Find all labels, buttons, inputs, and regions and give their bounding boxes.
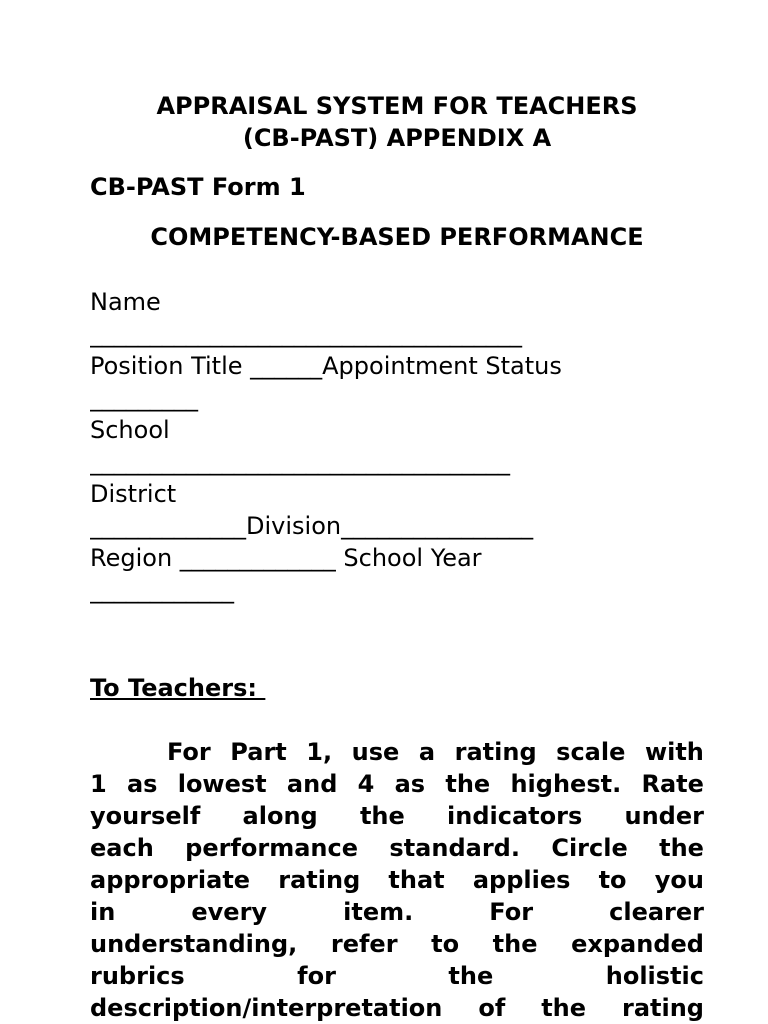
instructions-word: yourself (90, 802, 201, 830)
instructions-word: the (541, 994, 587, 1022)
school-blank: ___________________________________ (90, 448, 510, 476)
instructions-word: rating (621, 994, 704, 1022)
instructions-word: as (126, 770, 158, 798)
instructions-word: performance (185, 834, 359, 862)
instructions-word: 4 (357, 770, 375, 798)
instructions-word: rating (278, 866, 361, 894)
school-year-blank: ____________ (90, 576, 234, 604)
instructions-word: and (286, 770, 338, 798)
instructions-line (90, 960, 704, 992)
instructions-line (90, 864, 704, 896)
instructions-word: every (191, 898, 268, 926)
instructions-line (90, 896, 704, 928)
instructions-word: along (242, 802, 318, 830)
form-fields (90, 286, 710, 606)
instructions-line (90, 928, 704, 960)
instructions-word: to (431, 930, 460, 958)
instructions-word: in (90, 898, 116, 926)
instructions-word: lowest (177, 770, 267, 798)
instructions-word: as (394, 770, 426, 798)
instructions-word: For (489, 898, 534, 926)
instructions-word: rubrics (90, 962, 185, 990)
to-teachers-heading: To Teachers: (90, 674, 266, 702)
instructions-line (90, 832, 704, 864)
school-label: School (90, 416, 170, 444)
position-line: Position Title ______Appointment Status (90, 352, 562, 380)
instructions-word: indicators (447, 802, 583, 830)
name-label: Name (90, 288, 161, 316)
instructions-word: standard. (389, 834, 520, 862)
instructions-word: For (167, 738, 211, 766)
instructions-word: holistic (605, 962, 704, 990)
instructions-word: highest. (510, 770, 622, 798)
instructions-word: Part (230, 738, 287, 766)
instructions-word: for (297, 962, 336, 990)
title-line-2: (CB-PAST) APPENDIX A (242, 124, 552, 152)
instructions-word: the (492, 930, 538, 958)
instructions-line (90, 992, 704, 1024)
instructions-word: Circle (551, 834, 628, 862)
instructions-word: 1 (90, 770, 107, 798)
instructions-word: you (654, 866, 704, 894)
instructions-word: the (448, 962, 494, 990)
instructions-word: that (388, 866, 445, 894)
instructions-word: refer (330, 930, 398, 958)
instructions-word: appropriate (90, 866, 251, 894)
instructions-word: of (478, 994, 506, 1022)
instructions-line (90, 768, 704, 800)
instructions-word: 1, (306, 738, 333, 766)
instructions-word: with (644, 738, 704, 766)
region-line: Region _____________ School Year (90, 544, 482, 572)
instructions-word: a (418, 738, 436, 766)
name-blank: ____________________________________ (90, 320, 522, 348)
instructions-word: the (659, 834, 704, 862)
document-subtitle: COMPETENCY-BASED PERFORMANCE (150, 223, 644, 251)
position-blank: _________ (90, 384, 198, 412)
instructions-line (90, 736, 704, 768)
instructions-line (90, 800, 704, 832)
district-division-line: _____________Division________________ (90, 512, 534, 540)
instructions-word: the (445, 770, 491, 798)
instructions-word: use (351, 738, 400, 766)
instructions-word: applies (472, 866, 571, 894)
instructions-word: description/interpretation (90, 994, 443, 1022)
instructions-word: Rate (641, 770, 704, 798)
instructions-word: the (359, 802, 405, 830)
instructions-word: rating (454, 738, 537, 766)
instructions-word: each (90, 834, 154, 862)
instructions-word: clearer (609, 898, 704, 926)
instructions-word: scale (556, 738, 626, 766)
instructions-word: expanded (571, 930, 704, 958)
instructions-word: understanding, (90, 930, 298, 958)
document-title (90, 90, 704, 154)
instructions-word: item. (343, 898, 414, 926)
instructions-word: to (598, 866, 627, 894)
title-line-1: APPRAISAL SYSTEM FOR TEACHERS (156, 92, 638, 120)
instructions-paragraph (90, 736, 704, 1024)
district-label: District (90, 480, 177, 508)
instructions-word: under (624, 802, 704, 830)
form-label: CB-PAST Form 1 (90, 173, 306, 201)
